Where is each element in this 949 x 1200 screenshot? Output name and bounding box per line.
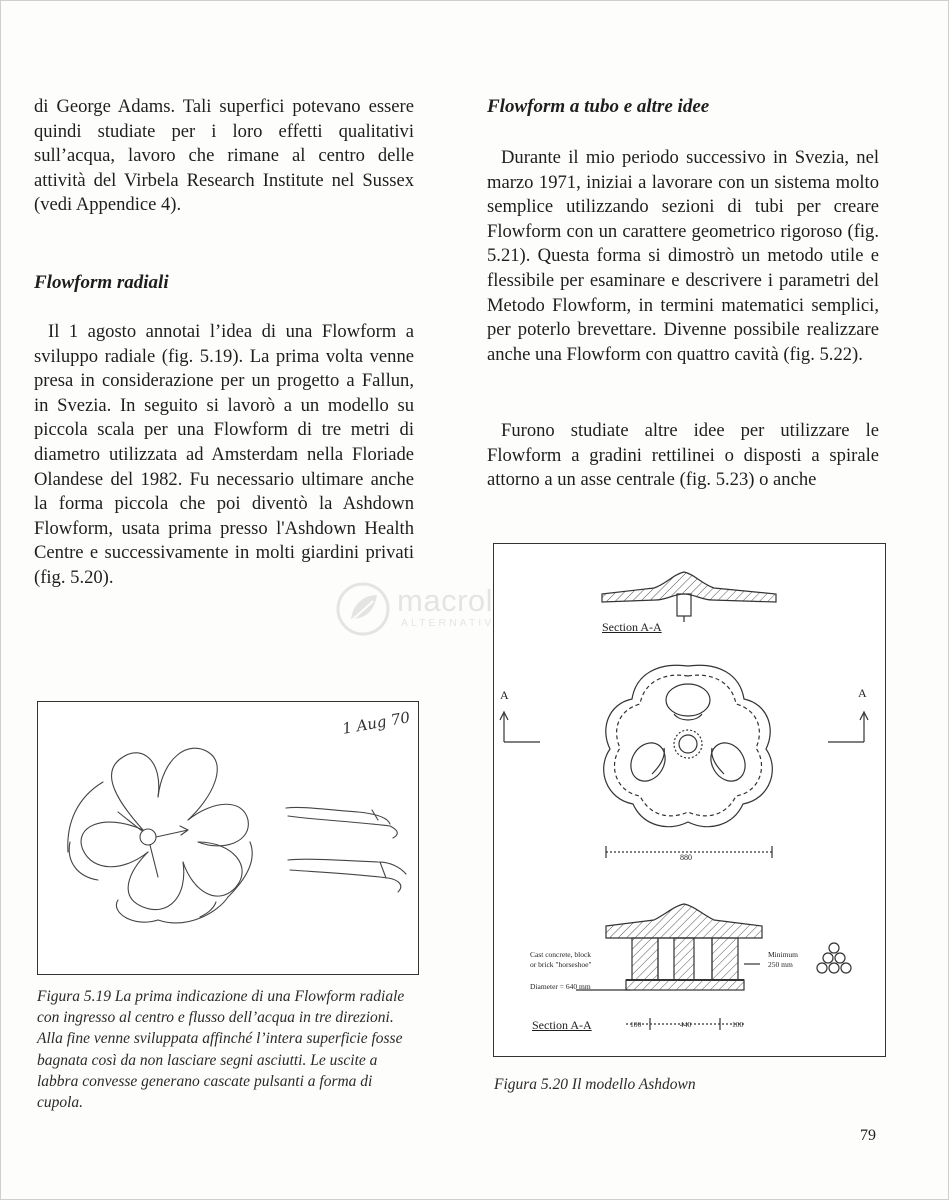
label-diameter: Diameter = 640 mm xyxy=(530,982,591,991)
right-paragraph-1: Durante il mio periodo successivo in Svezia, nel marzo 1971, iniziai a lavorare con un sistema molto semplice utilizzando sezioni di tubi per creare Flowform con un carattere geometrico rigoroso (fig. 5.21). Questa forma si dimostrò un metodo utile e flessibile per esaminare e descrivere i parametri del Metodo Flowform, in termini matematici semplici, per poterlo brevettare. Divenne possibile realizzare anche una Flowform con quattro cavità (fig. 5.22). xyxy=(487,147,879,365)
dimension-440: 440 xyxy=(680,1020,692,1029)
label-minimum: Minimum xyxy=(768,950,799,959)
heading-flowform-radiali: Flowform radiali xyxy=(34,272,169,293)
left-paragraph-1: di George Adams. Tali superfici potevano essere quindi studiate per i loro effetti qualitativi sull’acqua, lavoro che rimane al centro delle attività del Virbela Research Institute nel Sussex (vedi Appendice 4). xyxy=(34,96,414,216)
watermark-tagline: ALTERNATIVA xyxy=(401,617,503,629)
watermark-brand: macrolibrarsi xyxy=(397,583,581,618)
page-number: 79 xyxy=(860,1127,876,1144)
dimension-880: 880 xyxy=(680,853,692,862)
marker-left: A xyxy=(500,688,509,702)
section-label-top: Section A-A xyxy=(602,620,662,634)
figure-5-20 xyxy=(493,543,886,1057)
label-250mm: 250 mm xyxy=(768,960,793,969)
figure-5-19 xyxy=(37,701,419,975)
right-paragraph-2: Furono studiate altre idee per utilizzare le Flowform a gradini rettilinei o disposti a spirale attorno a un asse centrale (fig. 5.23) o anche xyxy=(487,420,879,491)
heading-flowform-a-tubo: Flowform a tubo e altre idee xyxy=(487,96,710,117)
caption-figure-5-20: Figura 5.20 Il modello Ashdown xyxy=(494,1076,696,1093)
left-paragraph-2: Il 1 agosto annotai l’idea di una Flowform a sviluppo radiale (fig. 5.19). La prima volta venne presa in considerazione per un progetto a Fallun, in Svezia. In seguito si lavorò a un modello su piccola scala per una Flowform di tre metri di diametro utilizzata ad Amsterdam nella Floriade Olandese del 1982. Fu necessario ultimare anche la forma piccola che poi diventò la Ashdown Flowform, usata prima presso l'Ashdown Health Centre e successivamente in molti giardini privati (fig. 5.20). xyxy=(34,321,414,588)
caption-figure-5-19: Figura 5.19 La prima indicazione di una Flowform radiale con ingresso al centro e flusso dell’acqua in tre direzioni. Alla fine venne sviluppata affinché l’intera superficie fosse bagnata così da non lasciare segni asciutti. Le uscite a labbra convesse generano cascate pulsanti a forma di cupola. xyxy=(37,988,405,1112)
section-label-bottom: Section A-A xyxy=(532,1018,592,1032)
sketch-drawing xyxy=(38,702,418,974)
technical-drawing xyxy=(494,544,885,1056)
label-horseshoe: or brick "horseshoe" xyxy=(530,960,592,969)
dimension-100-right: 100 xyxy=(732,1020,744,1029)
dimension-100-left: 100 xyxy=(630,1020,642,1029)
marker-right: A xyxy=(858,686,867,700)
label-cast-concrete: Cast concrete, block xyxy=(530,950,592,959)
sketch-note: 1 Aug 70 xyxy=(340,708,412,738)
